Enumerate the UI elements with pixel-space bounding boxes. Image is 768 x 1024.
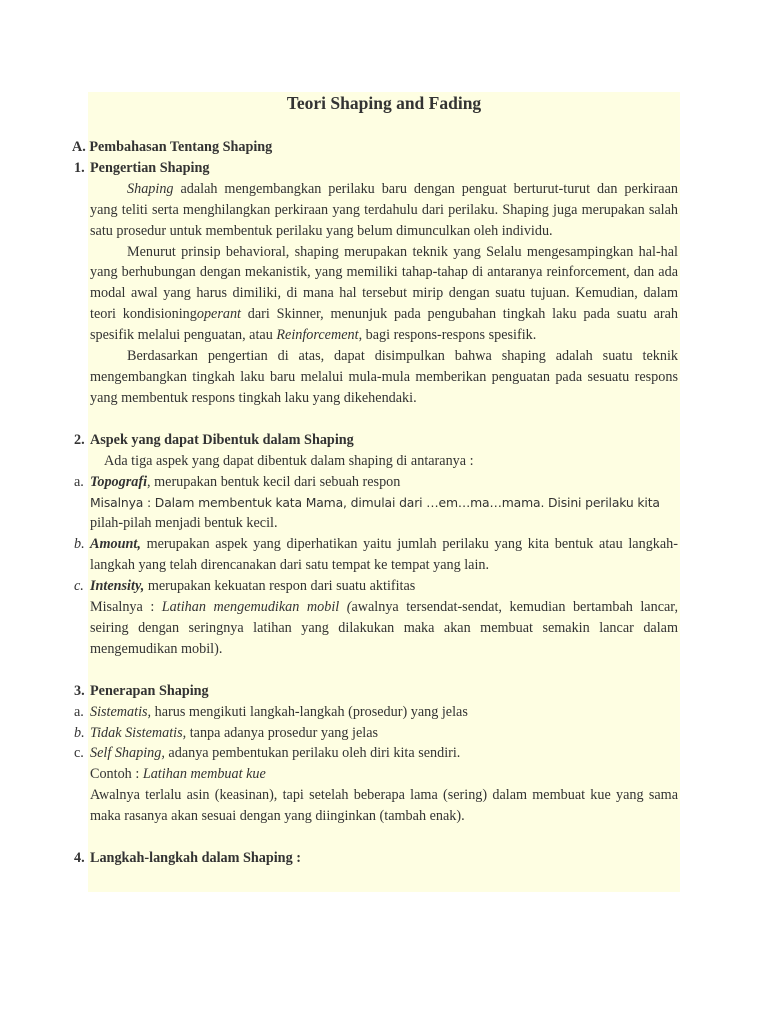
section-2-title: Aspek yang dapat Dibentuk dalam Shaping [90,431,354,448]
application-example-label: Contoh : [90,766,143,783]
application-b-text: tanpa adanya prosedur yang jelas [186,724,379,741]
aspect-c-text: merupakan kekuatan respon dari suatu aktifitas [144,578,416,595]
paragraph-2 [90,242,678,347]
application-c-marker: c. [74,745,84,762]
application-a-text: harus mengikuti langkah-langkah (prosedur) yang jelas [151,703,468,720]
aspect-a-text: , merupakan bentuk kecil dari sebuah respon [147,473,401,490]
section-3-title: Penerapan Shaping [90,682,209,699]
document-body [72,137,680,869]
term-operant: operant [196,306,241,323]
aspect-c-example-text: awalnya tersendat-sendat, kemudian bertambah lancar, seiring dengan seringnya latihan yang dilakukan maka akan membuat semakin lancar dalam mengemudikan mobil). [90,599,678,657]
document-title: Teori Shaping and Fading [286,93,482,113]
application-a-marker: a. [74,703,84,720]
aspect-b-marker: b. [74,536,85,553]
application-a [74,702,678,723]
application-a-term: Sistematis, [90,703,152,720]
aspect-a-marker: a. [74,473,84,490]
aspect-c [74,576,678,597]
application-c [74,743,678,764]
application-b-marker: b. [74,724,85,741]
term-reinforcement: Reinforcement [276,327,359,344]
section-a-heading: A. Pembahasan Tentang Shaping [72,139,273,155]
aspect-a-example-cont: pilah-pilah menjadi bentuk kecil. [90,515,278,532]
application-b [74,723,678,744]
aspect-a-term: Topografi [90,473,148,490]
application-c-term: Self Shaping, [90,745,165,762]
section-2-number: 2. [74,431,85,448]
paragraph-2-text-e: , bagi respons-respons spesifik. [358,327,537,344]
paragraph-2-text-a: Menurut prinsip behavioral, shaping merupakan teknik yang Selalu mengesampingkan hal-hal yang berhubungan dengan mekanistik, yang memiliki tahap-tahap di antaranya reinforcement, dan ada modal awal yang harus dimiliki, di mana hal tersebut mirip dengan suatu tujuan. Kemudian, dalam teori kondisioning [90,243,678,323]
application-b-term: Tidak Sistematis, [90,724,187,741]
section-3-number: 3. [74,682,85,699]
section-1-title: Pengertian Shaping [90,159,210,176]
section-1-heading [74,158,678,179]
section-2-intro: Ada tiga aspek yang dapat dibentuk dalam shaping di antaranya : [104,452,474,469]
aspect-c-example [90,597,678,660]
paragraph-3: Berdasarkan pengertian di atas, dapat disimpulkan bahwa shaping adalah suatu teknik mengembangkan tingkah laku baru melalui mula-mula memberikan penguatan pada sesuatu respons yang membentuk respons tingkah laku yang dikehendaki. [90,348,678,406]
section-2-heading [74,430,678,451]
application-paragraph: Awalnya terlalu asin (keasinan), tapi setelah beberapa lama (sering) dalam membuat kue yang sama maka rasanya akan sesuai dengan yang diinginkan (tambah enak). [90,787,678,825]
application-example [90,764,678,785]
aspect-a-example: Misalnya : Dalam membentuk kata Mama, dimulai dari …em…ma…mama. Disini perilaku kita [90,494,660,510]
term-shaping: Shaping [127,180,174,197]
aspect-c-example-label: Misalnya : [90,599,162,616]
aspect-a [74,472,678,493]
section-3-heading [74,681,678,702]
paragraph-2-text-c: dari Skinner, menunjuk pada pengubahan tingkah laku pada suatu arah spesifik melalui penguatan, atau [90,306,678,344]
aspect-b [74,534,678,576]
application-c-text: adanya pembentukan perilaku oleh diri kita sendiri. [164,745,461,762]
paragraph-1-text: adalah mengembangkan perilaku baru dengan penguat berturut-turut dan perkiraan yang teliti serta menghilangkan perkiraan yang terdahulu dari perilaku. Shaping juga merupakan salah satu prosedur untuk membentuk perilaku yang belum dimunculkan oleh individu. [90,180,678,239]
aspect-b-term: Amount, [90,536,141,553]
section-4-number: 4. [74,850,85,867]
aspect-b-text: merupakan aspek yang diperhatikan yaitu jumlah perilaku yang kita bentuk atau langkah-langkah yang telah direncanakan dari satu tempat ke tempat yang lain. [90,536,678,574]
section-4-title: Langkah-langkah dalam Shaping : [90,850,301,867]
paragraph-1 [90,179,678,242]
section-1-number: 1. [74,159,85,176]
document-page [72,92,680,892]
aspect-c-example-title: Latihan mengemudikan mobil ( [161,599,352,616]
application-example-title: Latihan membuat kue [142,766,266,783]
aspect-c-term: Intensity, [90,578,145,595]
section-4-heading [74,848,678,869]
aspect-c-marker: c. [74,578,84,595]
